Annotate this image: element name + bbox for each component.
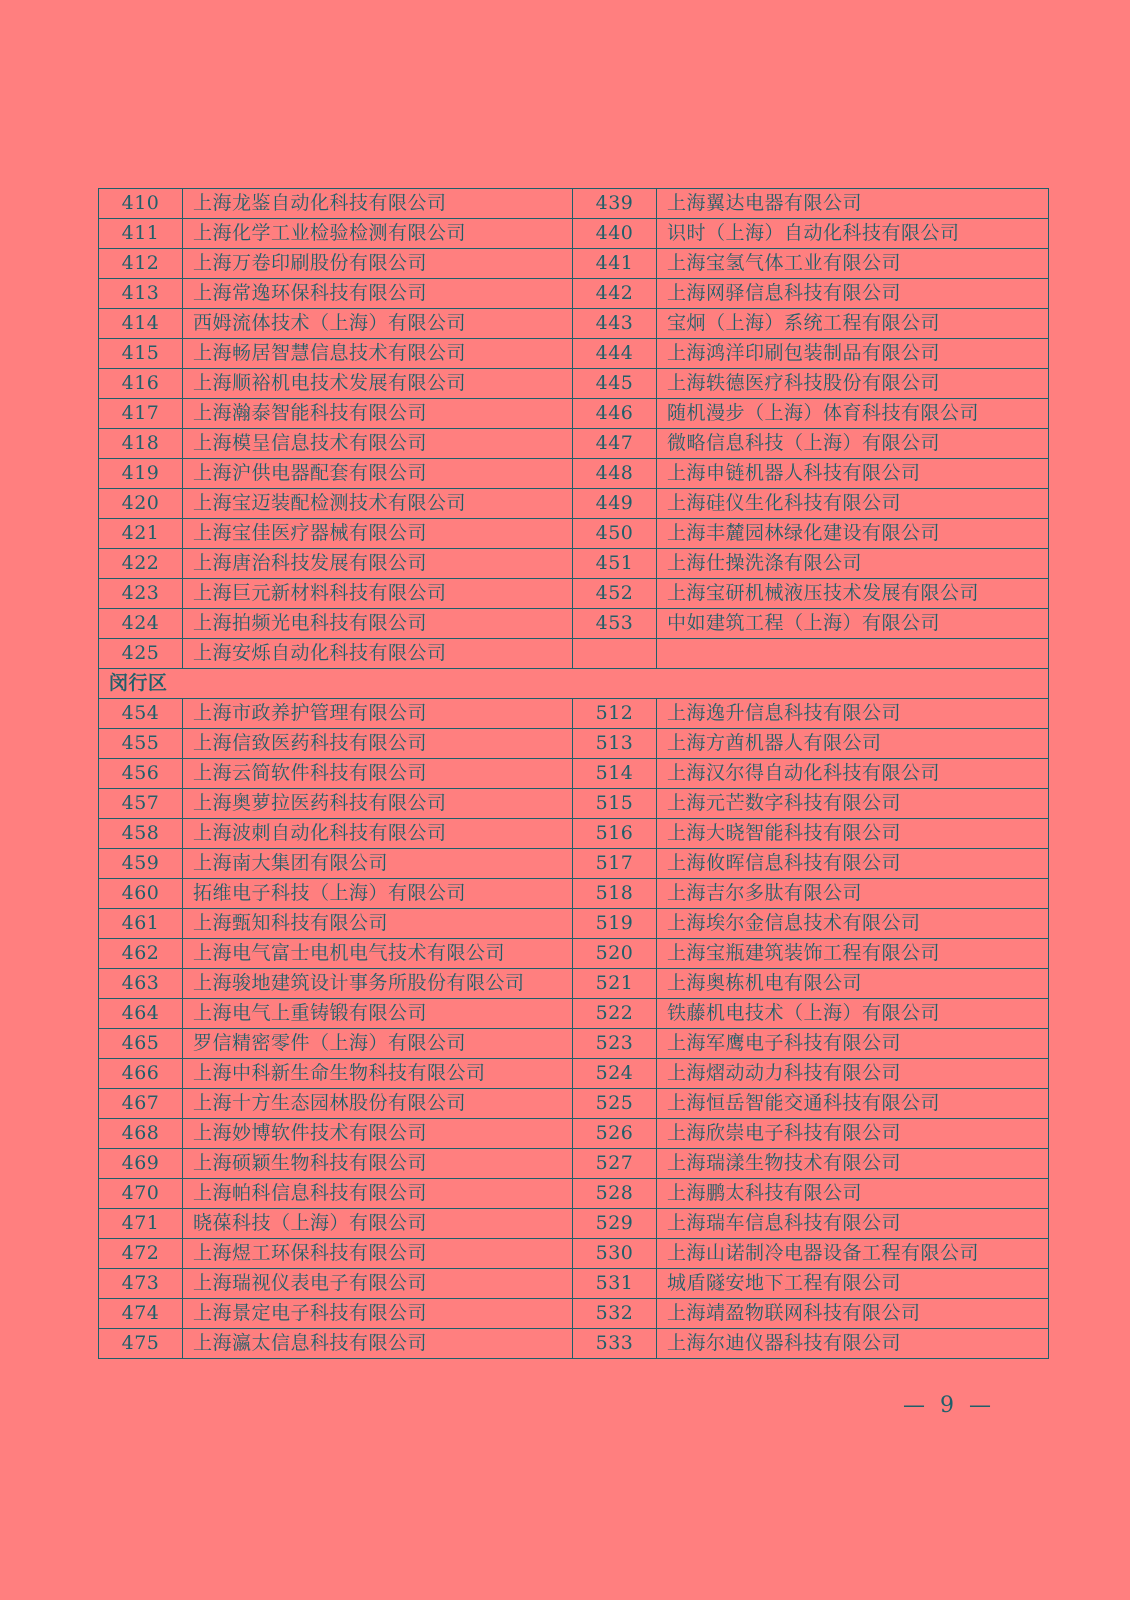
right-number-cell: 440 [573, 219, 657, 249]
right-company-cell: 识时（上海）自动化科技有限公司 [657, 219, 1049, 249]
table-row [99, 1269, 1049, 1299]
table-row [99, 399, 1049, 429]
left-company-cell: 上海硕颖生物科技有限公司 [183, 1149, 573, 1179]
right-company-cell: 上海宝氢气体工业有限公司 [657, 249, 1049, 279]
left-company-cell: 上海瀚泰智能科技有限公司 [183, 399, 573, 429]
left-number-cell: 422 [99, 549, 183, 579]
left-number-cell: 472 [99, 1239, 183, 1269]
right-company-cell: 上海网驿信息科技有限公司 [657, 279, 1049, 309]
left-number-cell: 456 [99, 759, 183, 789]
left-company-cell: 上海电气富士电机电气技术有限公司 [183, 939, 573, 969]
left-number-cell: 420 [99, 489, 183, 519]
company-table-body [99, 189, 1049, 1359]
left-number-cell: 455 [99, 729, 183, 759]
right-company-cell: 铁藤机电技术（上海）有限公司 [657, 999, 1049, 1029]
right-company-cell [657, 639, 1049, 669]
left-number-cell: 421 [99, 519, 183, 549]
left-number-cell: 465 [99, 1029, 183, 1059]
right-company-cell: 上海埃尔金信息技术有限公司 [657, 909, 1049, 939]
left-company-cell: 上海中科新生命生物科技有限公司 [183, 1059, 573, 1089]
table-row [99, 969, 1049, 999]
company-list-sheet [98, 188, 1048, 1359]
table-row [99, 909, 1049, 939]
left-company-cell: 上海沪供电器配套有限公司 [183, 459, 573, 489]
right-number-cell: 519 [573, 909, 657, 939]
table-row [99, 489, 1049, 519]
table-row [99, 1209, 1049, 1239]
right-company-cell: 上海申链机器人科技有限公司 [657, 459, 1049, 489]
right-company-cell: 上海仕操洗涤有限公司 [657, 549, 1049, 579]
left-company-cell: 上海畅居智慧信息技术有限公司 [183, 339, 573, 369]
right-company-cell: 随机漫步（上海）体育科技有限公司 [657, 399, 1049, 429]
table-row [99, 1149, 1049, 1179]
left-company-cell: 上海宝佳医疗器械有限公司 [183, 519, 573, 549]
right-number-cell: 450 [573, 519, 657, 549]
left-company-cell: 上海瀛太信息科技有限公司 [183, 1329, 573, 1359]
right-number-cell: 527 [573, 1149, 657, 1179]
left-company-cell: 上海化学工业检验检测有限公司 [183, 219, 573, 249]
left-number-cell: 414 [99, 309, 183, 339]
left-number-cell: 475 [99, 1329, 183, 1359]
section-title: 闵行区 [99, 669, 1049, 699]
left-number-cell: 460 [99, 879, 183, 909]
table-row [99, 309, 1049, 339]
table-row [99, 849, 1049, 879]
right-number-cell: 444 [573, 339, 657, 369]
table-row [99, 1029, 1049, 1059]
table-row [99, 1119, 1049, 1149]
right-number-cell: 512 [573, 699, 657, 729]
left-number-cell: 423 [99, 579, 183, 609]
left-company-cell: 上海云简软件科技有限公司 [183, 759, 573, 789]
left-company-cell: 上海瑞视仪表电子有限公司 [183, 1269, 573, 1299]
left-company-cell: 上海妙博软件技术有限公司 [183, 1119, 573, 1149]
left-company-cell: 上海帕科信息科技有限公司 [183, 1179, 573, 1209]
left-number-cell: 466 [99, 1059, 183, 1089]
table-row [99, 1179, 1049, 1209]
right-number-cell: 528 [573, 1179, 657, 1209]
section-header-row [99, 669, 1049, 699]
right-number-cell: 530 [573, 1239, 657, 1269]
right-number-cell: 524 [573, 1059, 657, 1089]
table-row [99, 339, 1049, 369]
table-row [99, 699, 1049, 729]
table-row [99, 609, 1049, 639]
left-company-cell: 上海万卷印刷股份有限公司 [183, 249, 573, 279]
table-row [99, 519, 1049, 549]
right-number-cell: 452 [573, 579, 657, 609]
right-company-cell: 宝炯（上海）系统工程有限公司 [657, 309, 1049, 339]
right-number-cell: 533 [573, 1329, 657, 1359]
right-company-cell: 上海瑞漾生物技术有限公司 [657, 1149, 1049, 1179]
left-number-cell: 471 [99, 1209, 183, 1239]
table-row [99, 249, 1049, 279]
right-company-cell: 上海山诺制冷电器设备工程有限公司 [657, 1239, 1049, 1269]
left-company-cell: 上海巨元新材料科技有限公司 [183, 579, 573, 609]
right-company-cell: 上海尔迪仪器科技有限公司 [657, 1329, 1049, 1359]
left-number-cell: 474 [99, 1299, 183, 1329]
left-number-cell: 458 [99, 819, 183, 849]
left-number-cell: 415 [99, 339, 183, 369]
table-row [99, 189, 1049, 219]
table-row [99, 1089, 1049, 1119]
left-company-cell: 上海煜工环保科技有限公司 [183, 1239, 573, 1269]
right-company-cell: 上海靖盈物联网科技有限公司 [657, 1299, 1049, 1329]
left-number-cell: 411 [99, 219, 183, 249]
left-company-cell: 晓葆科技（上海）有限公司 [183, 1209, 573, 1239]
right-number-cell: 525 [573, 1089, 657, 1119]
right-number-cell: 439 [573, 189, 657, 219]
right-company-cell: 上海奥栋机电有限公司 [657, 969, 1049, 999]
right-company-cell: 上海轶德医疗科技股份有限公司 [657, 369, 1049, 399]
right-number-cell: 443 [573, 309, 657, 339]
right-number-cell: 453 [573, 609, 657, 639]
right-company-cell: 上海熠动动力科技有限公司 [657, 1059, 1049, 1089]
table-row [99, 369, 1049, 399]
left-company-cell: 上海奥萝拉医药科技有限公司 [183, 789, 573, 819]
left-number-cell: 454 [99, 699, 183, 729]
right-company-cell: 上海恒岳智能交通科技有限公司 [657, 1089, 1049, 1119]
right-company-cell: 上海鸿洋印刷包装制品有限公司 [657, 339, 1049, 369]
left-company-cell: 上海市政养护管理有限公司 [183, 699, 573, 729]
right-company-cell: 上海方酋机器人有限公司 [657, 729, 1049, 759]
right-company-cell: 上海汉尔得自动化科技有限公司 [657, 759, 1049, 789]
left-company-cell: 上海拍频光电科技有限公司 [183, 609, 573, 639]
table-row [99, 879, 1049, 909]
left-company-cell: 上海电气上重铸锻有限公司 [183, 999, 573, 1029]
right-number-cell: 529 [573, 1209, 657, 1239]
left-number-cell: 469 [99, 1149, 183, 1179]
table-row [99, 819, 1049, 849]
right-number-cell: 451 [573, 549, 657, 579]
left-number-cell: 461 [99, 909, 183, 939]
left-company-cell: 上海顺裕机电技术发展有限公司 [183, 369, 573, 399]
left-company-cell: 上海波刺自动化科技有限公司 [183, 819, 573, 849]
left-number-cell: 413 [99, 279, 183, 309]
left-company-cell: 上海骏地建筑设计事务所股份有限公司 [183, 969, 573, 999]
left-company-cell: 上海宝迈装配检测技术有限公司 [183, 489, 573, 519]
left-number-cell: 419 [99, 459, 183, 489]
right-company-cell: 上海鹏太科技有限公司 [657, 1179, 1049, 1209]
left-number-cell: 424 [99, 609, 183, 639]
right-number-cell: 522 [573, 999, 657, 1029]
right-company-cell: 上海宝瓶建筑装饰工程有限公司 [657, 939, 1049, 969]
table-row [99, 429, 1049, 459]
right-company-cell: 微略信息科技（上海）有限公司 [657, 429, 1049, 459]
right-company-cell: 上海翼达电器有限公司 [657, 189, 1049, 219]
right-number-cell: 526 [573, 1119, 657, 1149]
left-number-cell: 416 [99, 369, 183, 399]
table-row [99, 1059, 1049, 1089]
table-row [99, 1299, 1049, 1329]
left-company-cell: 上海甄知科技有限公司 [183, 909, 573, 939]
right-company-cell: 上海逸升信息科技有限公司 [657, 699, 1049, 729]
table-row [99, 459, 1049, 489]
left-number-cell: 463 [99, 969, 183, 999]
right-number-cell: 441 [573, 249, 657, 279]
right-company-cell: 上海元芒数字科技有限公司 [657, 789, 1049, 819]
right-number-cell: 447 [573, 429, 657, 459]
table-row [99, 729, 1049, 759]
right-number-cell: 514 [573, 759, 657, 789]
left-company-cell: 西姆流体技术（上海）有限公司 [183, 309, 573, 339]
right-number-cell: 531 [573, 1269, 657, 1299]
right-company-cell: 城盾隧安地下工程有限公司 [657, 1269, 1049, 1299]
right-number-cell: 513 [573, 729, 657, 759]
left-number-cell: 470 [99, 1179, 183, 1209]
right-number-cell: 517 [573, 849, 657, 879]
table-row [99, 999, 1049, 1029]
left-company-cell: 上海南大集团有限公司 [183, 849, 573, 879]
left-number-cell: 410 [99, 189, 183, 219]
right-company-cell: 上海硅仪生化科技有限公司 [657, 489, 1049, 519]
right-company-cell: 上海欣崇电子科技有限公司 [657, 1119, 1049, 1149]
right-number-cell: 449 [573, 489, 657, 519]
left-number-cell: 417 [99, 399, 183, 429]
right-number-cell: 520 [573, 939, 657, 969]
left-company-cell: 上海信致医药科技有限公司 [183, 729, 573, 759]
right-number-cell: 523 [573, 1029, 657, 1059]
left-company-cell: 罗信精密零件（上海）有限公司 [183, 1029, 573, 1059]
right-number-cell [573, 639, 657, 669]
left-company-cell: 上海唐治科技发展有限公司 [183, 549, 573, 579]
left-number-cell: 473 [99, 1269, 183, 1299]
table-row [99, 1239, 1049, 1269]
left-company-cell: 上海景定电子科技有限公司 [183, 1299, 573, 1329]
right-company-cell: 上海丰麓园林绿化建设有限公司 [657, 519, 1049, 549]
table-row [99, 639, 1049, 669]
right-number-cell: 521 [573, 969, 657, 999]
page-number: — 9 — [903, 1393, 995, 1418]
table-row [99, 759, 1049, 789]
right-number-cell: 445 [573, 369, 657, 399]
right-number-cell: 515 [573, 789, 657, 819]
left-company-cell: 上海常逸环保科技有限公司 [183, 279, 573, 309]
left-number-cell: 467 [99, 1089, 183, 1119]
left-number-cell: 412 [99, 249, 183, 279]
left-company-cell: 拓维电子科技（上海）有限公司 [183, 879, 573, 909]
left-company-cell: 上海模呈信息技术有限公司 [183, 429, 573, 459]
company-table [98, 188, 1049, 1359]
right-company-cell: 上海宝研机械液压技术发展有限公司 [657, 579, 1049, 609]
left-company-cell: 上海安烁自动化科技有限公司 [183, 639, 573, 669]
right-company-cell: 上海瑞车信息科技有限公司 [657, 1209, 1049, 1239]
table-row [99, 1329, 1049, 1359]
right-number-cell: 532 [573, 1299, 657, 1329]
right-company-cell: 上海大晓智能科技有限公司 [657, 819, 1049, 849]
right-company-cell: 上海攸晖信息科技有限公司 [657, 849, 1049, 879]
left-company-cell: 上海十方生态园林股份有限公司 [183, 1089, 573, 1119]
left-number-cell: 425 [99, 639, 183, 669]
right-number-cell: 446 [573, 399, 657, 429]
right-company-cell: 中如建筑工程（上海）有限公司 [657, 609, 1049, 639]
left-number-cell: 418 [99, 429, 183, 459]
right-number-cell: 518 [573, 879, 657, 909]
right-number-cell: 448 [573, 459, 657, 489]
right-number-cell: 442 [573, 279, 657, 309]
table-row [99, 279, 1049, 309]
right-company-cell: 上海军鹰电子科技有限公司 [657, 1029, 1049, 1059]
table-row [99, 549, 1049, 579]
right-company-cell: 上海吉尔多肽有限公司 [657, 879, 1049, 909]
left-number-cell: 468 [99, 1119, 183, 1149]
right-number-cell: 516 [573, 819, 657, 849]
table-row [99, 219, 1049, 249]
left-number-cell: 457 [99, 789, 183, 819]
left-company-cell: 上海龙鉴自动化科技有限公司 [183, 189, 573, 219]
table-row [99, 789, 1049, 819]
left-number-cell: 462 [99, 939, 183, 969]
table-row [99, 579, 1049, 609]
left-number-cell: 459 [99, 849, 183, 879]
left-number-cell: 464 [99, 999, 183, 1029]
table-row [99, 939, 1049, 969]
